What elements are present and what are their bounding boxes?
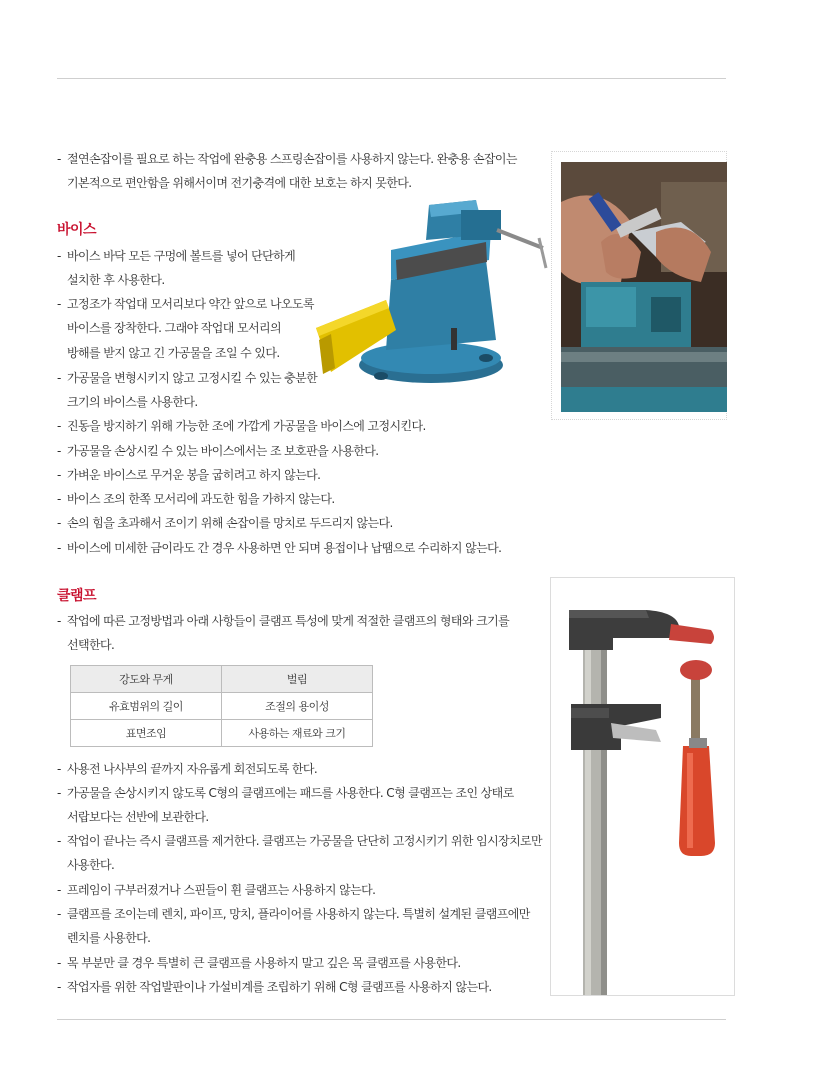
bullet-dash: - — [57, 980, 61, 994]
vice-item-line: 진동을 방지하기 위해 가능한 조에 가깝게 가공물을 바이스에 고정시킨다. — [67, 419, 426, 433]
bullet-dash: - — [57, 907, 61, 921]
intro-item-line-2: 기본적으로 편안함을 위해서이며 전기충격에 대한 보호는 하지 못한다. — [67, 176, 412, 190]
bar-clamp-image — [551, 578, 734, 995]
clamp-item-line: 프레임이 구부러졌거나 스핀들이 휜 클램프는 사용하지 않는다. — [67, 883, 376, 897]
bullet-dash: - — [57, 152, 61, 166]
bullet-dash: - — [57, 297, 61, 311]
vice-item — [57, 418, 426, 434]
vice-item-line: 바이스 조의 한쪽 모서리에 과도한 힘을 가하지 않는다. — [67, 492, 335, 506]
table-cell: 사용하는 재료와 크기 — [222, 720, 373, 747]
vice-item-line: 손의 힘을 초과해서 조이기 위해 손잡이를 망치로 두드리지 않는다. — [67, 516, 393, 530]
bullet-dash: - — [57, 541, 61, 555]
clamp-item-line: 가공물을 손상시키지 않도록 C형의 클램프에는 패드를 사용한다. C형 클램프는 조인 상태로 — [67, 786, 514, 800]
vice-item — [57, 296, 314, 312]
intro-item-line-1: 절연손잡이를 필요로 하는 작업에 완충용 스프링손잡이를 사용하지 않는다. 완충용 손잡이는 — [67, 152, 517, 166]
table-cell: 벌림 — [222, 666, 373, 693]
vice-photo-frame — [551, 151, 727, 420]
bullet-dash: - — [57, 419, 61, 433]
intro-item — [57, 151, 517, 167]
table-row — [71, 666, 373, 693]
clamp-intro-line: 작업에 따른 고정방법과 아래 사항들이 클램프 특성에 맞게 적절한 클램프의 형태와 크기를 — [67, 614, 510, 628]
table-row — [71, 693, 373, 720]
clamp-item-line: 클램프를 조이는데 렌치, 파이프, 망치, 플라이어를 사용하지 않는다. 특별히 설계된 클램프에만 — [67, 907, 530, 921]
bullet-dash: - — [57, 883, 61, 897]
table-cell: 표면조임 — [71, 720, 222, 747]
vice-item — [57, 540, 501, 556]
vice-item — [57, 515, 393, 531]
clamp-item-line: 사용한다. — [67, 858, 115, 872]
section-heading-vice: 바이스 — [57, 222, 97, 238]
vice-item-line: 고정조가 작업대 모서리보다 약간 앞으로 나오도록 — [67, 297, 314, 311]
bullet-dash: - — [57, 468, 61, 482]
clamp-intro-line: 선택한다. — [67, 638, 115, 652]
clamp-item-line: 작업이 끝나는 즉시 클램프를 제거한다. 클램프는 가공물을 단단히 고정시키기 위한 임시장치로만 — [67, 834, 543, 848]
table-cell: 강도와 무게 — [71, 666, 222, 693]
vice-item-line: 바이스 바닥 모든 구멍에 볼트를 넣어 단단하게 — [67, 249, 296, 263]
vice-item-line: 바이스를 장착한다. 그래야 작업대 모서리의 — [67, 321, 281, 335]
vice-item-line: 크기의 바이스를 사용한다. — [67, 395, 198, 409]
clamp-item-line: 서랍보다는 선반에 보관한다. — [67, 810, 209, 824]
bullet-dash: - — [57, 614, 61, 628]
vice-item — [57, 491, 335, 507]
clamp-item — [57, 979, 492, 995]
clamp-item — [57, 761, 317, 777]
clamp-item — [57, 833, 542, 849]
clamp-item — [57, 906, 530, 922]
bullet-dash: - — [57, 786, 61, 800]
vice-item-line: 가벼운 바이스로 무거운 봉을 굽히려고 하지 않는다. — [67, 468, 321, 482]
clamp-item — [57, 955, 461, 971]
bench-vice-image — [311, 200, 551, 400]
clamp-item-line: 작업자를 위한 작업발판이나 가설비계를 조립하기 위해 C형 클램프를 사용하지 않는다. — [67, 980, 492, 994]
vice-item — [57, 370, 317, 386]
vice-item-line: 가공물을 손상시킬 수 있는 바이스에서는 조 보호판을 사용한다. — [67, 444, 379, 458]
section-heading-clamp: 클램프 — [57, 588, 97, 604]
table-cell: 조절의 용이성 — [222, 693, 373, 720]
bullet-dash: - — [57, 516, 61, 530]
vice-item — [57, 467, 320, 483]
top-divider — [57, 78, 726, 79]
vice-item-line: 가공물을 변형시키지 않고 고정시킬 수 있는 충분한 — [67, 371, 318, 385]
bullet-dash: - — [57, 762, 61, 776]
clamp-photo-frame — [550, 577, 735, 996]
bullet-dash: - — [57, 834, 61, 848]
table-cell: 유효범위의 길이 — [71, 693, 222, 720]
table-row — [71, 720, 373, 747]
vice-item-line: 바이스에 미세한 금이라도 간 경우 사용하면 안 되며 용접이나 납땜으로 수리하지 않는다. — [67, 541, 502, 555]
clamp-item-line: 목 부분만 클 경우 특별히 큰 클램프를 사용하지 말고 깊은 목 클램프를 사용한다. — [67, 956, 461, 970]
bullet-dash: - — [57, 371, 61, 385]
bullet-dash: - — [57, 249, 61, 263]
clamp-intro — [57, 613, 509, 629]
vice-in-use-photo — [561, 162, 727, 412]
bullet-dash: - — [57, 492, 61, 506]
vice-item-line: 방해를 받지 않고 긴 가공물을 조일 수 있다. — [67, 346, 280, 360]
bullet-dash: - — [57, 444, 61, 458]
bullet-dash: - — [57, 956, 61, 970]
clamp-selection-table — [70, 665, 373, 747]
clamp-item-line: 사용전 나사부의 끝까지 자유롭게 회전되도록 한다. — [67, 762, 318, 776]
vice-item — [57, 443, 379, 459]
bottom-divider — [57, 1019, 726, 1020]
clamp-item-line: 렌치를 사용한다. — [67, 931, 151, 945]
clamp-item — [57, 882, 375, 898]
clamp-item — [57, 785, 514, 801]
vice-item-line: 설치한 후 사용한다. — [67, 273, 165, 287]
vice-item — [57, 248, 295, 264]
